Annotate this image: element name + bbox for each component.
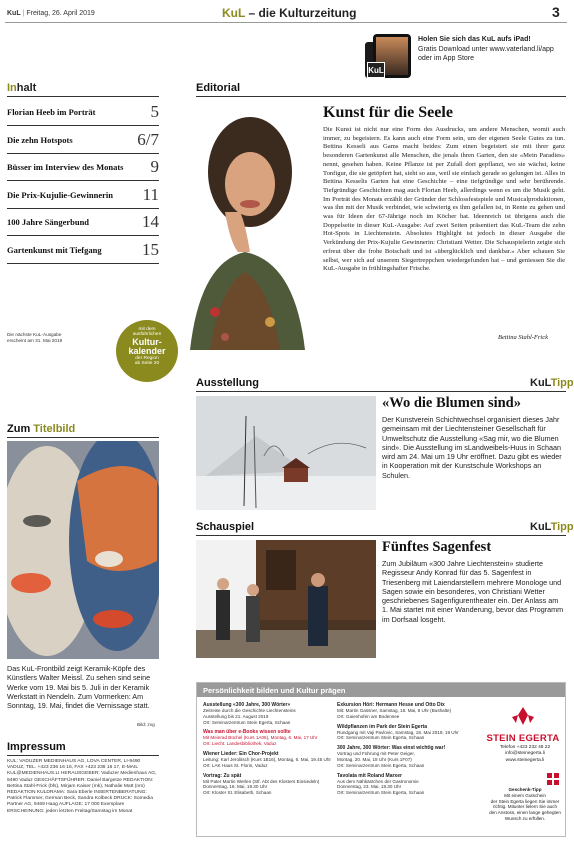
gift-line1: Mit einem Gutschein	[504, 792, 546, 798]
toc-item-title: Florian Heeb im Porträt	[7, 107, 96, 117]
editorial-text: Die Kunst ist nicht nur eine Form des Ausdrucks, um andere Menschen, womit auch immer, zu begeistern. Es kann auch eine Form sein, um der eigenen Seele Gutes zu tun. Bettina Kesseli aus Gams macht beides: Zum einen begeistert sie mit ihrer ganz besonderen Gartenkunst alle Menschen, die jenals ihren Garten, den sie «Mein Paradies» nennt, gesehen haben. Keine Pflanze ist per Zufall dort gepflanzt, wo sie wächst, keine Tonfigur, die sie getöpfert hat, sieht so aus, weil sie einfach gerade so gelungen ist. Alles in Bettina Kesselis Garten hat eine Geschichte – eine tiefgründige und sehr berührende. Tiefgründige Geschichten mag auch Florian Heeb, allerdings wenn es um die Musik geht. Im Porträt des Monats erzählt der Gründer der Schlossfestspiele und Musicalproduktionen, was ihn mit der Musik verbindet, wie schwierig es ihm gefallen ist, in Rente zu gehen und was für Ideen der 67-Jährige noch im Köcher hat. Ideenreich ist übrigens auch die Doppelseite in dieser KuL-Ausgabe: Auf zwei Seiten präsentiert das KuL-Team die zehn Hot-Spots in Liechtenstein. Absolutes Highlight ist jedoch in dieser Ausgabe die Verkündung der Prix-Kujulie Gewinnerin: Christiani Wetter. Die Schauspielerin zeigte sich erfreut über die frohe Botschaft und ist «überglücklich und dankbar.» Aber schauen Sie selbst, wer sich auf unserem Siegertreppchen wiedergefunden hat – und geniessen Sie die KuL-Ausgabe in frühlingshafter Frische.	[323, 126, 565, 273]
ad-event-title: 300 Jahre, 300 Wörter: Was einst wichtig war!	[337, 745, 446, 752]
cover-heading-a: Zum	[7, 423, 34, 435]
ad-event[interactable]	[337, 702, 477, 720]
editorial-portrait	[170, 112, 320, 350]
toc-item-title: Die Prix-Kujulie-Gewinnerin	[7, 189, 114, 200]
ad-event-line: Zeitreise durch die Geschichte Liechtensteins	[203, 708, 296, 713]
ipad-kul-badge: KuL	[367, 62, 385, 78]
ad-event[interactable]	[203, 702, 333, 725]
toc-heading-in: In	[7, 82, 17, 94]
schauspiel-image	[196, 540, 376, 658]
header-title-rest: – die Kulturzeitung	[248, 6, 357, 20]
badge-bottom1: der Region	[135, 355, 159, 361]
schauspiel-label: Schauspiel	[196, 521, 255, 533]
ad-event-line: Mit Pater Martin Werlen (Stf. Abt des Klosters Einsiedeln)	[203, 778, 320, 784]
toc-item[interactable]	[7, 127, 159, 154]
schauspiel-tipp	[530, 521, 574, 533]
next-issue-line2: erscheint am 31. Mai 2019	[7, 338, 63, 343]
toc-item-page: 11	[142, 184, 159, 204]
next-issue-line1: Die nächste KuL-Ausgabe	[7, 332, 62, 337]
toc-item-page: 14	[142, 212, 159, 231]
header-logo: KuL	[7, 10, 21, 17]
ausstellung-text: Der Kunstverein Schichtwechsel organisiert dieses Jahr gemeinsam mit der Liechtensteiner Gesellschaft für Umweltschutz die Ausstellung «Sag mir, wo die Blumen sind». Die Ausstellung im sLandweibels-Huus in Schaan wird am 24. Mai um 19 Uhr eröffnet. Dazu gibt es wieder in Kooperation mit der Kunstschule Workshops an Schulen.	[382, 415, 562, 480]
brand-name: STEIN EGERTA	[486, 733, 560, 744]
ad-website[interactable]: www.steinegerta.li	[505, 757, 545, 763]
gift-title: Geschenk-Tipp	[508, 787, 542, 792]
ad-event-line: Ort: Liecht. Landesbibliothek, Vaduz	[203, 741, 277, 747]
toc-item-title: Gartenkunst mit Tiefgang	[7, 244, 102, 255]
gift-line2: der Stein Egerta liegen Sie immer	[490, 798, 560, 804]
gift-icon	[547, 773, 559, 785]
editorial-title: Kunst für die Seele	[323, 104, 453, 121]
ausstellung-image	[196, 396, 376, 510]
ad-event[interactable]	[337, 724, 477, 742]
stein-egerta-logo-icon	[508, 705, 538, 727]
ad-event-line: Ort: LAK Haus St. Florin, Vaduz	[203, 762, 268, 768]
ausstellung-tipp-tipp: Tipp	[550, 377, 574, 389]
ad-event-line: Ort: Seminarzentrum Stein Egerta, Schaan	[337, 735, 425, 741]
schauspiel-tipp-tipp: Tipp	[550, 521, 574, 533]
ad-phone: Telefon +423 232 48 22	[499, 745, 551, 750]
ipad-line2[interactable]: Gratis Download unter www.vaterland.li/app	[418, 45, 554, 53]
toc-item-page: 6/7	[137, 129, 159, 149]
badge-line2: ausführlichen	[132, 332, 162, 338]
theater-photo-image	[196, 540, 376, 658]
schauspiel-title: Fünftes Sagenfest	[382, 539, 492, 555]
ipad-line3: oder im App Store	[418, 55, 475, 62]
masthead-logo: KuL | Freitag, 26. April 2019	[7, 10, 95, 17]
page-number: 3	[552, 4, 560, 20]
toc-item[interactable]	[7, 182, 159, 209]
toc-heading	[7, 82, 36, 94]
ad-event-line: Donnerstag, 23. Mai, 18.30 Uhr	[337, 784, 402, 790]
ad-event-title: Wiener Lieder: Ein Chor-Projekt	[203, 750, 279, 757]
badge-line1: mit dem	[138, 327, 156, 332]
gift-line4: den Anstoss, einen lange gehegten	[489, 810, 561, 816]
ad-event-title: Vortrag: Zu spät	[203, 772, 242, 779]
toc-item-title: 100 Jahre Sängerbund	[7, 217, 90, 227]
ad-event-line: Leitung: Karl Jerolitsch (Kurs 1B16), Montag, 6. Mai, 19.45 Uhr	[203, 756, 331, 762]
ausstellung-label: Ausstellung	[196, 377, 259, 389]
ad-header: Persönlichkeit bilden und Kultur prägen	[197, 683, 565, 697]
header-title	[222, 6, 356, 20]
badge-big1: Kultur-	[132, 336, 162, 347]
toc-item-page: 5	[150, 102, 159, 121]
ceramic-heads-image	[7, 441, 159, 659]
ad-event-line: Donnerstag, 16. Mai, 19.30 Uhr	[203, 784, 268, 790]
ipad-line1: Holen Sie sich das KuL aufs iPad!	[418, 36, 531, 43]
kulturkalender-badge[interactable]	[116, 320, 178, 382]
ad-column-2	[337, 702, 477, 800]
toc-item[interactable]	[7, 209, 159, 236]
badge-big2: kalender	[128, 345, 166, 356]
ausstellung-tipp-kul: KuL	[530, 377, 551, 389]
ad-event-line: Vortrag und Führung mit Peter Geiger,	[337, 751, 415, 757]
ad-event-line: Ort: Kloster St. Elisabeth, Schaan	[203, 790, 272, 796]
ad-event[interactable]	[203, 751, 333, 769]
winter-painting-image	[196, 396, 376, 510]
editorial-heading: Editorial	[196, 82, 241, 94]
ad-event[interactable]	[337, 773, 477, 796]
gift-tip	[487, 787, 563, 822]
stein-egerta-ad	[196, 682, 566, 837]
gift-line5: Wunsch zu erfüllen.	[504, 815, 546, 821]
header-date: Freitag, 26. April 2019	[26, 10, 95, 17]
toc-heading-rest: halt	[16, 82, 37, 94]
ad-event-line: Ort: Seminarzentrum Stein Egerta, Schaan	[337, 790, 425, 796]
ad-event-line: Mit Meinrad Büchel (Kurs 1A05), Montag, 6. Mai, 17 Uhr	[203, 735, 318, 741]
ad-event-title: Was man über e-Books wissen sollte	[203, 729, 291, 736]
ad-event-title: Wildpflanzen im Park der Stein Egerta	[337, 723, 427, 730]
schauspiel-tipp-kul: KuL	[530, 521, 551, 533]
gift-line3: richtig. Mitunter lielern Sie auch	[492, 804, 558, 810]
ad-event[interactable]	[337, 745, 477, 768]
ad-event[interactable]	[203, 773, 333, 796]
header-title-kul: KuL	[222, 6, 246, 20]
toc-item-title: Büsser im Interview des Monats	[7, 162, 124, 172]
cover-heading-b: Titelbild	[33, 423, 76, 435]
toc-item[interactable]	[7, 99, 159, 126]
impressum-heading: Impressum	[7, 741, 66, 753]
ad-column-1	[203, 702, 333, 800]
ad-event-line: Rundgang mit Vaji Pavlovic, Samstag, 18. Mai 2019, 19 Uhr	[337, 729, 459, 735]
ad-event-title: Ausstellung «300 Jahre, 300 Wörter»	[203, 702, 291, 708]
impressum-text: KUL: VADUZER MEDIENHAUS AG, LOVA CENTER, LI-9490 VADUZ, TEL. +423 236 16 16, FAX +423 236 16 17, E-MAIL KUL@MEDIENHAUS.LI HERAUSGEBER: Vaduzer Medienhaus AG, 9490 Vaduz GESCHÄFTSFÜHRER: Daniel Bargetze REDAKTION: Bettina Stahl-Frick (bfs), Mirjam Kaiser (mk), Nathalie Matt (nm) REDAKTION KULDRAMA: Sara Eberle INSERTENBERATUNG: Patrick Flammer, German Beck, Sandra Kolbeck DRUCK: Somedia Partner AG, 9469 Haag AUFLAGE: 17 000 Exemplare ERSCHEINUNG: jeden letzten Freitag/Samstag im Monat	[7, 759, 157, 814]
next-issue	[7, 332, 107, 344]
toc-item[interactable]	[7, 237, 159, 264]
ad-email[interactable]: info@steinegerta.li	[505, 751, 545, 757]
editorial-author: Bettina Stahl-Frick	[498, 334, 549, 341]
schauspiel-text: Zum Jubiläum «300 Jahre Liechtenstein» studierte Regisseur Andy Konrad für das 5. Sagenfest in Triesenberg mit Laiendarstellern mehrere Monologe und Sagen sowie ein besonderes, von Christiani Wetter geschriebenes Sagenfigurentheater ein. Der Anlass am 1. Mai startet mit einer Wanderung, bevor das Programm im Dorfsaal losgeht.	[382, 559, 564, 624]
ad-contact	[489, 745, 561, 764]
ad-event-line: Ort: Seminarzentrum Stein Egerta, Schaan	[203, 719, 291, 725]
ad-event-title: Tavolata mit Roland Marxer	[337, 772, 402, 779]
cover-caption: Das KuL-Frontbild zeigt Keramik-Köpfe des Künstlers Walter Meissl. Zu sehen sind seine Werke vom 19. Mai bis 5. Juli in der Keramik Werkstatt in Nendeln. Zum Vormerken: Am Sonntag, 19. Mai, findet die Vernissage statt.	[7, 664, 151, 711]
cover-credit: Bild: zvg	[137, 722, 155, 727]
stein-egerta-logo[interactable]	[483, 705, 563, 744]
toc-item-page: 15	[142, 239, 159, 259]
ad-event-line: Mit: Martin Gassner, Samstag, 18. Mai, 8 Uhr (Bushalte)	[337, 708, 452, 713]
ad-event-line: Ausstellung bis 21. August 2019	[203, 713, 269, 719]
ad-event-line: Ort: Seminarzentrum Stein Egerta, Schaan	[337, 762, 425, 768]
ad-event-line: Ort: Gaienhofen am Bodensee	[337, 713, 400, 719]
ad-event-line: Aus dem Nähkästchen der Gastronomie	[337, 778, 419, 784]
ad-event[interactable]	[203, 729, 333, 747]
cover-image	[7, 441, 159, 659]
ad-event-title: Exkursion Höri: Hermann Hesse und Otto Dix	[337, 702, 445, 708]
toc-item-title: Die zehn Hotspots	[7, 134, 73, 145]
ausstellung-title: «Wo die Blumen sind»	[382, 395, 521, 411]
toc-item-page: 9	[150, 157, 159, 176]
ipad-device	[365, 34, 413, 82]
author-photo	[170, 112, 320, 350]
badge-bottom2: ab Seite 20	[134, 361, 160, 367]
ausstellung-tipp	[530, 377, 574, 389]
ipad-promo-text	[418, 35, 568, 64]
ad-event-line: Montag, 20. Mai, 18 Uhr (Kurs 1F07)	[337, 756, 412, 762]
cover-heading	[7, 423, 75, 435]
toc-item[interactable]	[7, 154, 159, 181]
